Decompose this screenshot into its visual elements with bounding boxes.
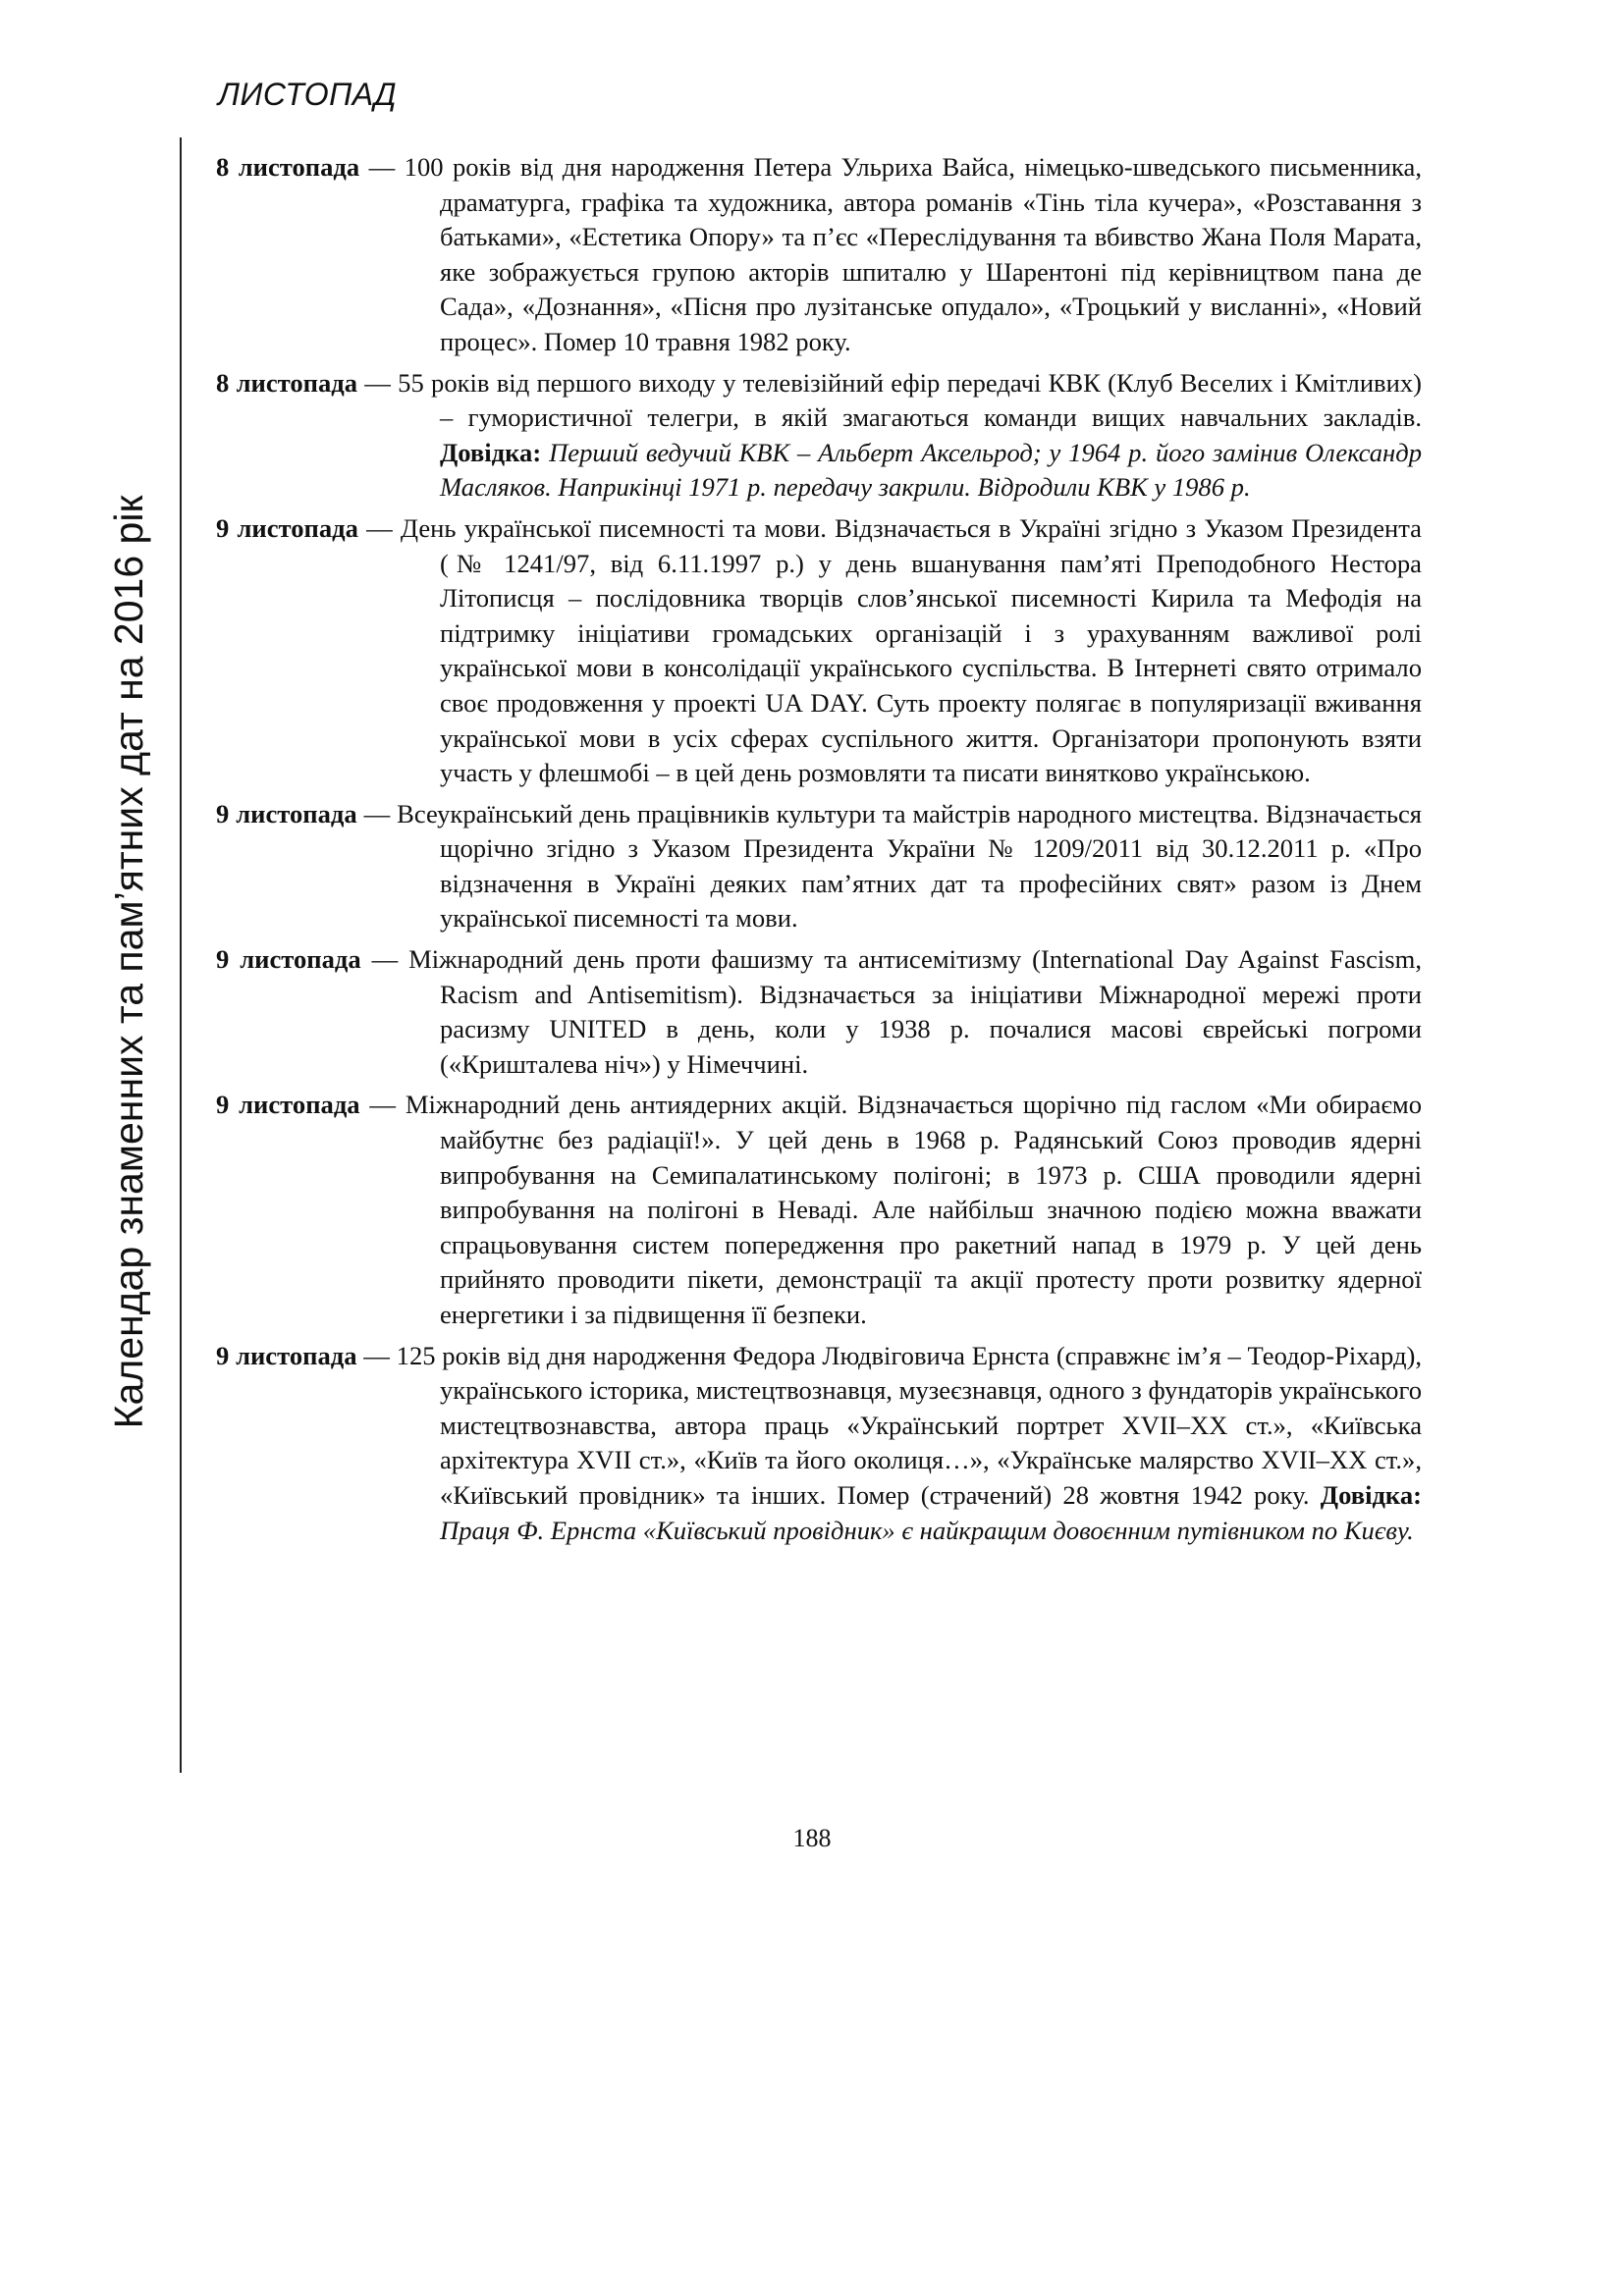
entry-date: 9 листопада	[216, 512, 358, 543]
entry-text: — Міжнародний день проти фашизму та антисемітизму (International Day Against Fascism, Racism and Antisemitism). Відзначається за ініціативи Міжнародної мережі проти расизму UNITED в день, коли у 1938 р. почалися масові єврейські погроми («Кришталева ніч») у Німеччині.	[371, 944, 1422, 1079]
reference-text: Праця Ф. Ернста «Київський провідник» є найкращим довоєнним путівником по Києву.	[440, 1515, 1414, 1545]
section-header: ЛИСТОПАД	[218, 77, 398, 112]
entry-6	[216, 1088, 1422, 1332]
page-number: 188	[792, 1824, 832, 1852]
entry-3	[216, 511, 1422, 791]
entry-text: — 55 років від першого виходу у телевізійний ефір передачі КВК (Клуб Веселих і Кмітливих) – гумористичної телегри, в якій змагаються команди вищих навчальних закладів.	[364, 367, 1422, 433]
entry-date: 8 листопада	[216, 152, 360, 182]
entry-text: — 100 років від дня народження Петера Ульриха Вайса, німецько-шведського письменника, драматурга, графіка та художника, автора романів «Тінь тіла кучера», «Розставання з батьками», «Естетика Опору» та п’єс «Переслідування та вбивство Жана Поля Марата, яке зображується групою акторів шпиталю у Шарентоні під керівництвом пана де Сада», «Дознання», «Пісня про лузітанське опудало», «Троцький у висланні», «Новий процес». Помер 10 травня 1982 року.	[368, 152, 1422, 356]
side-title: Календар знаменних та пам’ятних дат на 2016 рік	[106, 495, 151, 1429]
entry-text: — Всеукраїнський день працівників культури та майстрів народного мистецтва. Відзначається щорічно згідно з Указом Президента України № 1209/2011 від 30.12.2011 р. «Про відзначення в Україні деяких пам’ятних дат та професійних свят» разом із Днем української писемності та мови.	[363, 798, 1423, 934]
margin-rule	[180, 137, 182, 1773]
entry-text: — День української писемності та мови. Відзначається в Україні згідно з Указом Президента (№ 1241/97, від 6.11.1997 р.) у день вшанування пам’яті Преподобного Нестора Літописця – послідовника творців слов’янської писемності Кирила та Мефодія на підтримку ініціативи громадських організацій і з урахуванням важливої ролі української мови в консолідації українського суспільства. В Інтернеті свято отримало своє продовження у проекті UA DAY. Суть проекту полягає в популяризації вживання української мови в усіх сферах суспільного життя. Організатори пропонують взяти участь у флешмобі – в цей день розмовляти та писати винятково українською.	[366, 512, 1422, 788]
entry-4	[216, 797, 1422, 936]
entry-2	[216, 366, 1422, 506]
entry-date: 8 листопада	[216, 367, 357, 398]
entry-date: 9 листопада	[216, 1340, 357, 1370]
reference-text: Перший ведучий КВК – Альберт Аксельрод; у 1964 р. його замінив Олександр Масляков. Наприкінці 1971 р. передачу закрили. Відродили КВК у 1986 р.	[440, 437, 1422, 503]
reference-label: Довідка:	[1320, 1479, 1422, 1510]
entry-date: 9 листопада	[216, 1090, 360, 1120]
reference-label: Довідка:	[440, 437, 542, 467]
entry-date: 9 листопада	[216, 798, 357, 828]
entry-1	[216, 150, 1422, 360]
entry-7	[216, 1339, 1422, 1549]
entry-5	[216, 942, 1422, 1082]
entry-date: 9 листопада	[216, 944, 361, 975]
entry-text: — Міжнародний день антиядерних акцій. Відзначається щорічно під гаслом «Ми обираємо майбутнє без радіації!». У цей день в 1968 р. Радянський Союз проводив ядерні випробування на Семипалатинському полігоні; в 1973 р. США проводили ядерні випробування на полігоні в Неваді. Але найбільш значною подією можна вважати спрацьовування систем попередження про ракетний напад в 1979 р. У цей день прийнято проводити пікети, демонстрації та акції протесту проти розвитку ядерної енергетики і за підвищення її безпеки.	[369, 1090, 1422, 1329]
entries-list	[216, 150, 1422, 1554]
entry-text: — 125 років від дня народження Федора Людвіговича Ернста (справжнє ім’я – Теодор-Ріхард), українського історика, мистецтвознавця, музеєзнавця, одного з фундаторів українського мистецтвознавства, автора праць «Український портрет XVII–XX ст.», «Київська архітектура XVII ст.», «Київ та його околиця…», «Українське малярство XVII–XX ст.», «Київський провідник» та інших. Помер (страчений) 28 жовтня 1942 року.	[363, 1340, 1422, 1510]
